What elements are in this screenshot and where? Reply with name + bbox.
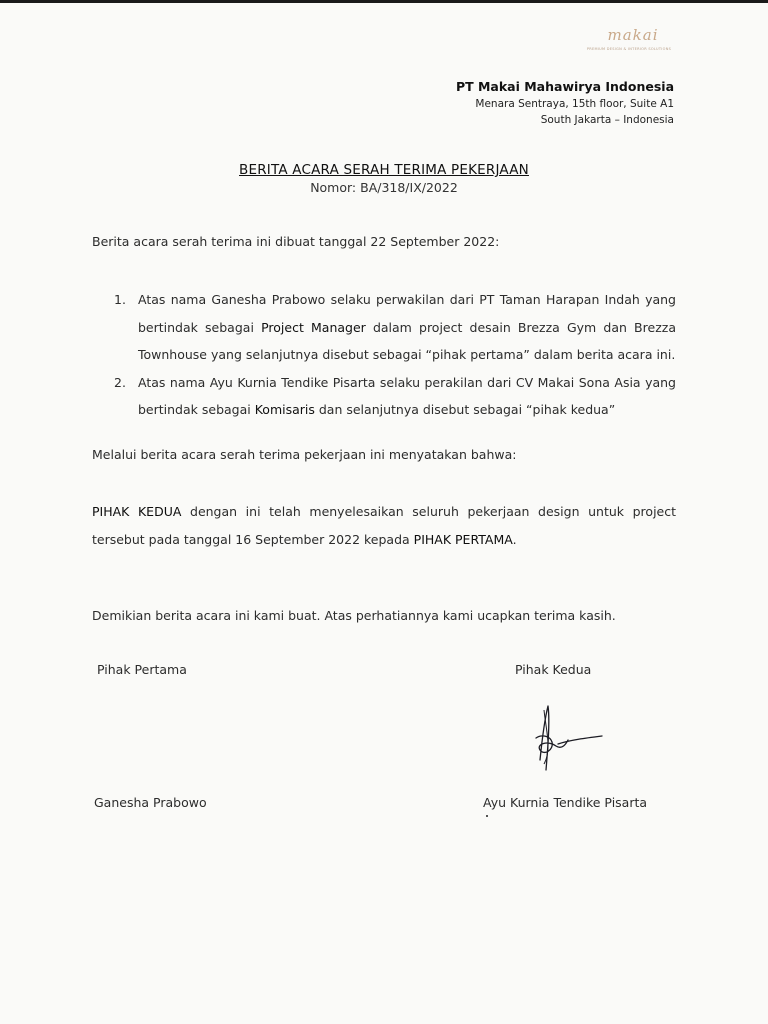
item-role: Project Manager [261, 319, 366, 335]
top-edge-line [0, 0, 768, 3]
title-block [0, 161, 768, 197]
item-role: Komisaris [254, 402, 315, 417]
statement-subject: PIHAK KEDUA [92, 504, 182, 519]
item-text-after: dalam project desain Brezza Gym dan Brezza Townhouse yang selanjutnya disebut sebagai “pihak pertama” dalam berita acara ini. [138, 319, 676, 362]
ink-speck [486, 815, 488, 817]
list-number: 2. [114, 374, 126, 390]
item-text-before: Atas nama Ayu Kurnia Tendike Pisarta selaku perakilan dari CV Makai Sona Asia yang bertindak sebagai [138, 374, 676, 417]
list-number: 1. [114, 292, 126, 307]
logo-tagline: PREMIUM DESIGN & INTERIOR SOLUTIONS [586, 47, 672, 51]
party-list [108, 286, 676, 424]
party2-name: Ayu Kurnia Tendike Pisarta [483, 795, 648, 810]
statement-paragraph [92, 498, 676, 553]
logo-wordmark: makai [607, 26, 659, 44]
address-line-1: Menara Sentraya, 15th floor, Suite A1 [475, 98, 674, 110]
address-line-2: South Jakarta – Indonesia [540, 114, 674, 126]
list-item [108, 369, 676, 424]
item-text-before: Atas nama Ganesha Prabowo selaku perwakilan dari PT Taman Harapan Indah yang bertindak sebagai [138, 292, 676, 335]
company-logo [574, 26, 684, 66]
item-text-after: dan selanjutnya disebut sebagai “pihak kedua” [314, 402, 616, 417]
document-title: BERITA ACARA SERAH TERIMA PEKERJAAN [239, 162, 529, 178]
party1-name: Ganesha Prabowo [94, 795, 207, 810]
intro-paragraph: Berita acara serah terima ini dibuat tanggal 22 September 2022: [92, 234, 500, 249]
statement-middle: dengan ini telah menyelesaikan seluruh pekerjaan design untuk project tersebut pada tanggal 16 September 2022 kepada [92, 504, 677, 547]
party1-label: Pihak Pertama [97, 662, 187, 677]
statement-object: PIHAK PERTAMA [413, 531, 513, 547]
closing-paragraph: Demikian berita acara ini kami buat. Atas perhatiannya kami ucapkan terima kasih. [92, 608, 616, 623]
company-name: PT Makai Mahawirya Indonesia [455, 79, 674, 94]
party2-label: Pihak Kedua [515, 662, 592, 677]
statement-end: . [512, 531, 517, 547]
list-item [108, 286, 676, 369]
statement-intro: Melalui berita acara serah terima pekerjaan ini menyatakan bahwa: [92, 447, 517, 462]
document-number: Nomor: BA/318/IX/2022 [310, 180, 458, 195]
handwritten-signature [522, 700, 612, 778]
company-address-block [456, 78, 674, 128]
